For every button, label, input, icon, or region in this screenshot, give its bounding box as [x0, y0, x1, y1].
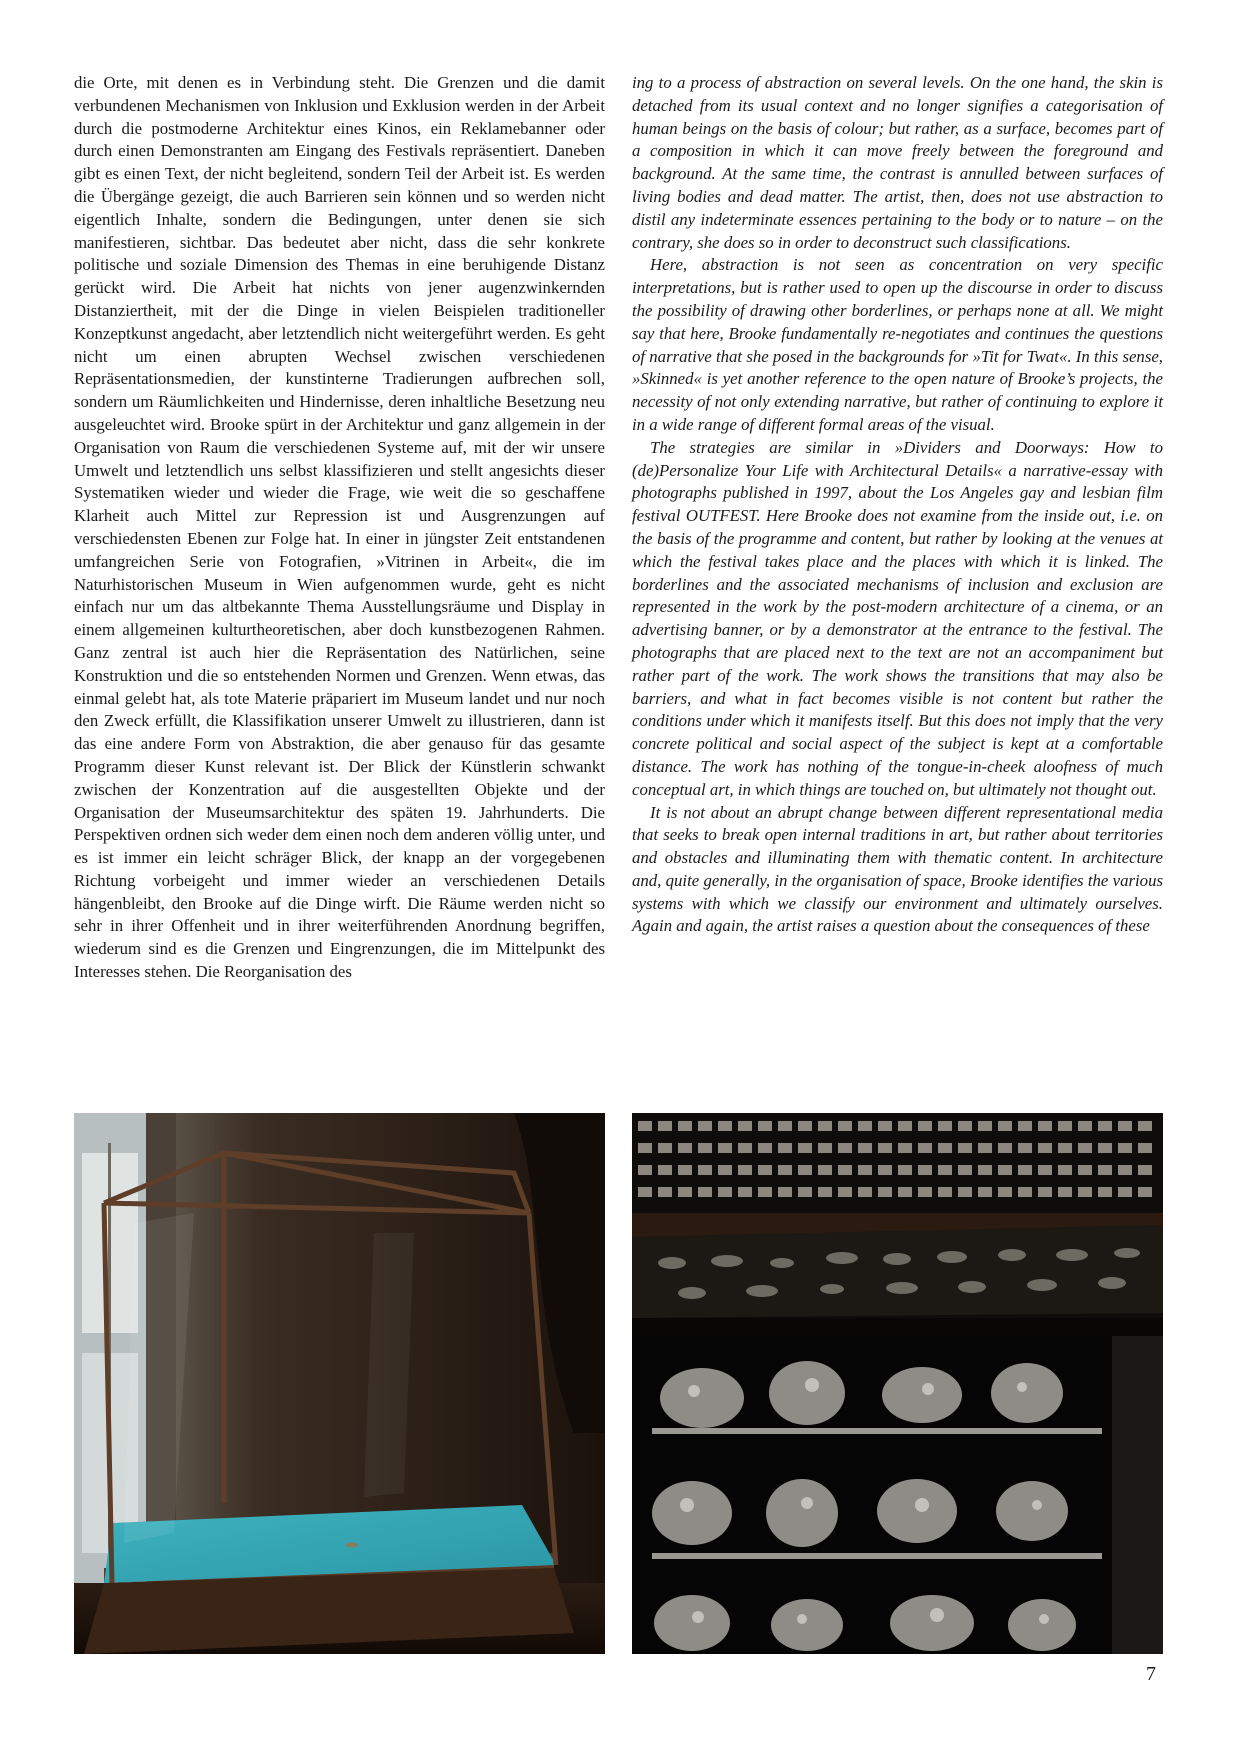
english-paragraph-1: ing to a process of abstraction on several levels. On the one hand, the skin is detached from its usual context and no longer signifies a categorisation of human beings on the basis of colour; but rather, as a surface, becomes part of a composition in which it can move freely between the foreground and background. At the same time, the contrast is annulled between surfaces of living bodies and dead matter. The artist, then, does not use abstraction to distil any indeterminate essences pertaining to the body or to nature – on the contrary, she does so in order to deconstruct such classifications.: [632, 73, 1163, 252]
photo-glass-vitrine: [74, 1113, 605, 1654]
english-paragraph-2: Here, abstraction is not seen as concentration on very specific interpretations, but is rather used to open up the discourse in order to discuss the possibility of drawing other borderlines, or perhaps none at all. We might say that here, Brooke fundamentally re-negotiates and continues the questions of narrative that she posed in the backgrounds for »Tit for Twat«. In this sense, »Skinned« is yet another reference to the open nature of Brooke’s projects, the necessity of not only extending narrative, but rather of continuing to explore it in a wide range of different formal areas of the visual.: [632, 255, 1163, 434]
german-paragraph: die Orte, mit denen es in Verbindung steht. Die Grenzen und die damit verbundenen Mechanismen von Inklusion und Exklusion werden in der Arbeit durch die postmoderne Architektur eines Kinos, ein Reklamebanner oder durch einen Demonstranten am Eingang des Festivals repräsentiert. Daneben gibt es einen Text, der nicht begleitend, sondern Teil der Arbeit ist. Es werden die Übergänge gezeigt, die auch Barrieren sein können und so werden nicht eigentlich Inhalte, sondern die Bedingungen, unter denen sie sich manifestieren, sichtbar. Das bedeutet aber nicht, dass die sehr konkrete politische und soziale Dimension des Themas in eine beruhigende Distanz gerückt wird. Die Arbeit hat nichts von jener augenzwinkernden Distanziertheit, mit der die Dinge in vielen Beispielen traditioneller Konzeptkunst angedacht, aber letztendlich nicht weitergeführt werden. Es geht nicht um einen abrupten Wechsel zwischen verschiedenen Repräsentationsmedien, der kunstinterne Tradierungen aufbrechen soll, sondern um Räumlichkeiten und Hindernisse, deren inhaltliche Besetzung neu ausgeleuchtet wird. Brooke spürt in der Architektur und ganz allgemein in der Organisation von Raum die verschiedenen Systeme auf, mit der wir unsere Umwelt und letztendlich uns selbst klassifizieren und stellt angesichts dieser Systematiken wieder und wieder die Frage, wie weit die so geschaffene Klarheit auch Mittel zur Repression ist und Ausgrenzungen auf verschiedensten Ebenen zur Folge hat. In einer in jüngster Zeit entstandenen umfangreichen Serie von Fotografien, »Vitrinen in Arbeit«, die im Naturhistorischen Museum in Wien aufgenommen wurde, geht es nicht einfach nur um das altbekannte Thema Ausstellungsräume und Display in einem allgemeinen kulturtheoretischen, aber doch kunstbezogenen Rahmen. Ganz zentral ist auch hier die Repräsentation des Natürlichen, seine Konstruktion und die so entstehenden Normen und Grenzen. Wenn etwas, das einmal gelebt hat, als tote Materie präpariert im Museum landet und nur noch den Zweck erfüllt, die Klassifikation unserer Umwelt zu illustrieren, dann ist das eine andere Form von Abstraktion, die aber genauso für das gesamte Programm dieser Kunst relevant ist. Der Blick der Künstlerin schwankt zwischen der Konzentration auf die ausgestellten Objekte und der Organisation der Museumsarchitektur des späten 19. Jahrhunderts. Die Perspektiven ordnen sich weder dem einen noch dem anderen völlig unter, und es ist immer ein leicht schräger Blick, der knapp an der vorgegebenen Richtung vorbeigeht und immer wieder an verschiedenen Details hängenbleibt, den Brooke auf die Dinge wirft. Die Räume werden nicht so sehr in ihrer Offenheit und in ihrer weiterführenden Anordnung begriffen, wiederum sind es die Grenzen und Eingrenzungen, die im Mittelpunkt des Interesses stehen. Die Reorganisation des: [74, 73, 605, 982]
english-paragraph-4: It is not about an abrupt change between different representational media that seeks to break open internal traditions in art, but rather about territories and obstacles and illuminating them with thematic content. In architecture and, quite generally, in the organisation of space, Brooke identifies the various systems with which we classify our environment and ultimately ourselves. Again and again, the artist raises a question about the consequences of these: [632, 802, 1163, 936]
english-text-column: [632, 72, 1163, 938]
german-text-column: [74, 72, 605, 984]
photo-mineral-display: [632, 1113, 1163, 1654]
english-paragraph-3: The strategies are similar in »Dividers and Doorways: How to (de)Personalize Your Life with Architectural Details« a narrative-essay with photographs published in 1997, about the Los Angeles gay and lesbian film festival OUTFEST. Here Brooke does not examine from the inside out, i.e. on the basis of the programme and content, but rather by looking at the venues at which the festival takes place and the places with which it is linked. The borderlines and the associated mechanisms of inclusion and exclusion are represented in the work by the post-modern architecture of a cinema, or an advertising banner, or by a demonstrator at the entrance to the festival. The photographs that are placed next to the text are not an accompaniment but rather part of the work. The work shows the transitions that may also be barriers, and what in fact becomes visible is not content but rather the conditions under which it manifests itself. But this does not imply that the very concrete political and social aspect of the subject is kept at a comfortable distance. The work has nothing of the tongue-in-cheek aloofness of much conceptual art, in which things are touched on, but ultimately not thought out.: [632, 437, 1163, 799]
page-number: 7: [1146, 1663, 1156, 1685]
